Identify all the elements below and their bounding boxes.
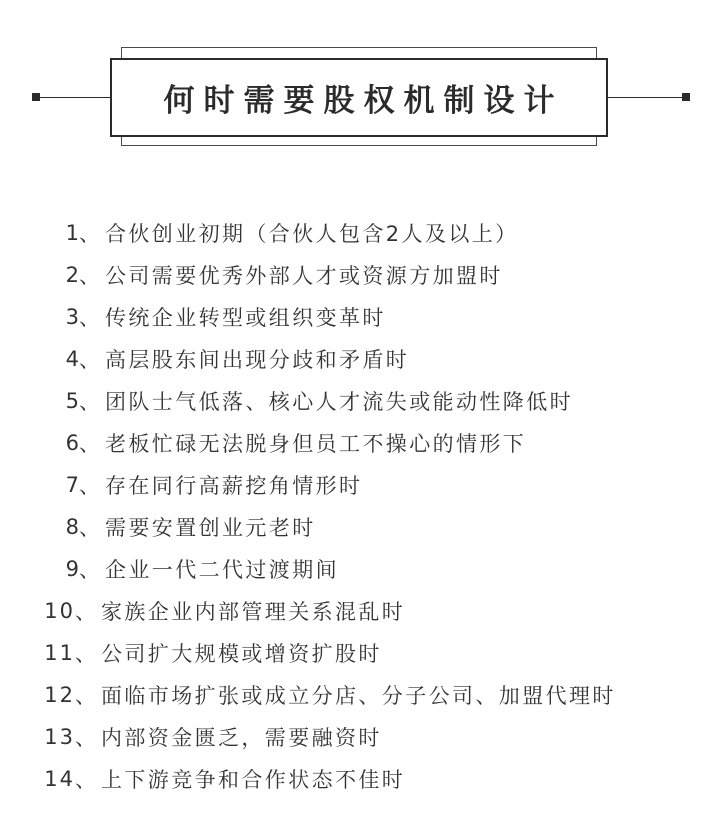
item-number: 10 bbox=[44, 599, 75, 623]
item-text: 家族企业内部管理关系混乱时 bbox=[101, 600, 406, 624]
list-item bbox=[0, 260, 503, 290]
item-separator: 、 bbox=[79, 306, 100, 330]
list-item bbox=[0, 554, 339, 584]
list-item bbox=[0, 764, 405, 794]
item-separator: 、 bbox=[79, 558, 100, 582]
item-number: 11 bbox=[44, 641, 75, 665]
item-number: 12 bbox=[44, 683, 75, 707]
item-number: 9 bbox=[65, 557, 79, 581]
list-item bbox=[0, 512, 316, 542]
item-text: 需要安置创业元老时 bbox=[105, 516, 316, 540]
item-separator: 、 bbox=[75, 642, 96, 666]
item-number: 13 bbox=[44, 725, 75, 749]
title-inner-frame bbox=[110, 58, 608, 137]
list-item bbox=[0, 218, 519, 248]
list-item bbox=[0, 302, 386, 332]
page-title: 何时需要股权机制设计 bbox=[163, 83, 564, 119]
item-number: 2 bbox=[65, 263, 79, 287]
right-square-bullet bbox=[682, 93, 690, 101]
item-number: 4 bbox=[65, 347, 79, 371]
list-item bbox=[0, 344, 409, 374]
item-number: 7 bbox=[65, 473, 79, 497]
item-text: 存在同行高薪挖角情形时 bbox=[105, 474, 363, 498]
item-text: 上下游竞争和合作状态不佳时 bbox=[101, 768, 406, 792]
list-item bbox=[0, 428, 526, 458]
item-text: 面临市场扩张或成立分店、分子公司、加盟代理时 bbox=[101, 684, 616, 708]
item-text: 企业一代二代过渡期间 bbox=[105, 558, 339, 582]
item-separator: 、 bbox=[79, 222, 100, 246]
item-separator: 、 bbox=[75, 768, 96, 792]
item-separator: 、 bbox=[75, 600, 96, 624]
item-separator: 、 bbox=[79, 348, 100, 372]
item-text: 老板忙碌无法脱身但员工不操心的情形下 bbox=[105, 432, 527, 456]
item-number: 8 bbox=[65, 515, 79, 539]
item-separator: 、 bbox=[79, 432, 100, 456]
right-rule-line bbox=[608, 97, 684, 98]
item-separator: 、 bbox=[75, 684, 96, 708]
item-separator: 、 bbox=[79, 264, 100, 288]
item-number: 6 bbox=[65, 431, 79, 455]
list-item bbox=[0, 722, 382, 752]
item-separator: 、 bbox=[79, 516, 100, 540]
item-text: 内部资金匮乏，需要融资时 bbox=[101, 726, 382, 750]
list-item bbox=[0, 386, 573, 416]
item-text: 公司需要优秀外部人才或资源方加盟时 bbox=[105, 264, 503, 288]
item-text: 公司扩大规模或增资扩股时 bbox=[101, 642, 382, 666]
item-separator: 、 bbox=[79, 390, 100, 414]
item-text: 合伙创业初期（合伙人包含2人及以上） bbox=[105, 222, 519, 246]
item-text: 高层股东间出现分歧和矛盾时 bbox=[105, 348, 410, 372]
item-separator: 、 bbox=[79, 474, 100, 498]
item-number: 1 bbox=[65, 221, 79, 245]
item-number: 5 bbox=[65, 389, 79, 413]
item-number: 14 bbox=[44, 767, 75, 791]
item-separator: 、 bbox=[75, 726, 96, 750]
list-item bbox=[0, 470, 362, 500]
list-item bbox=[0, 638, 382, 668]
item-text: 团队士气低落、核心人才流失或能动性降低时 bbox=[105, 390, 573, 414]
title-block bbox=[0, 0, 720, 170]
item-number: 3 bbox=[65, 305, 79, 329]
left-rule-line bbox=[36, 97, 110, 98]
item-text: 传统企业转型或组织变革时 bbox=[105, 306, 386, 330]
list-item bbox=[0, 596, 405, 626]
list-item bbox=[0, 680, 616, 710]
